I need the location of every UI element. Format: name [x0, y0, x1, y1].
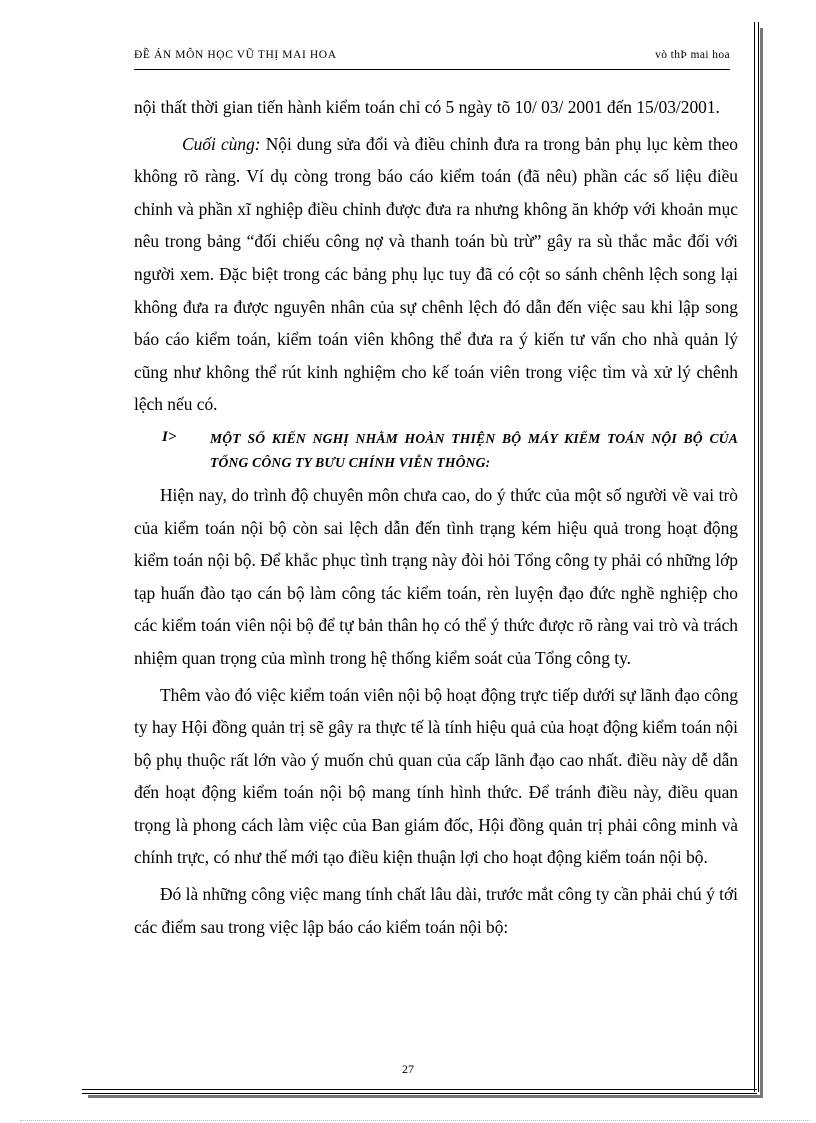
heading-number: I>	[162, 428, 177, 445]
page-shadow-right	[760, 28, 763, 1098]
paragraph: Hiện nay, do trình độ chuyên môn chưa cao, do ý thức của một số người về vai trò của kiểm toán nội bộ còn sai lệch dẫn đến tình trạng kém hiệu quả trong hoạt động kiểm toán nội bộ. Để khắc phục tình trạng này đòi hỏi Tổng công ty phải có những lớp tạp huấn đào tạo cán bộ làm công tác kiểm toán, rèn luyện đạo đức nghề nghiệp cho các kiểm toán viên nội bộ để tự bản thân họ có thể ý thức được rõ ràng vai trò và trách nhiệm quan trọng của mình trong hệ thống kiểm soát của Tổng công ty.	[134, 484, 738, 668]
page-header	[134, 47, 730, 70]
section-heading	[134, 427, 738, 475]
paragraph: Đó là những công việc mang tính chất lâu dài, trước mắt công ty cần phải chú ý tới các điểm sau trong việc lập báo cáo kiểm toán nội bộ:	[134, 884, 738, 937]
page-number: 27	[402, 1062, 414, 1076]
paragraph-lead: Cuối cùng:	[182, 133, 261, 154]
page-break-line	[20, 1120, 810, 1121]
paragraph: Thêm vào đó việc kiểm toán viên nội bộ hoạt động trực tiếp dưới sự lãnh đạo công ty hay Hội đồng quản trị sẽ gây ra thực tế là tính hiệu quả của hoạt động kiểm toán nội bộ phụ thuộc rất lớn vào ý muốn chủ quan của cấp lãnh đạo cao nhất. điều này dễ dẫn đến hoạt động kiểm toán nội bộ mang tính hình thức. Để tránh điều này, điều quan trọng là phong cách làm việc của Ban giám đốc, Hội đồng quản trị phải công minh và chính trực, có như thế mới tạo điều kiện thuận lợi cho hoạt động kiểm toán nội bộ.	[134, 684, 738, 868]
header-title: ĐỀ ÁN MÔN HỌC VŨ THỊ MAI HOA	[134, 49, 337, 61]
heading-title: MỘT SỐ KIẾN NGHỊ NHẰM HOÀN THIỆN BỘ MÁY KIỂM TOÁN NỘI BỘ CỦA TỔNG CÔNG TY BƯU CHÍNH VIỄN THÔNG:	[210, 430, 738, 470]
page-border-right	[754, 22, 759, 1092]
paragraph-finally	[134, 128, 738, 421]
paragraph-body: Nội dung sửa đổi và điều chỉnh đưa ra trong bản phụ lục kèm theo không rõ ràng. Ví dụ còng trong báo cáo kiểm toán (đã nêu) phần các số liệu điều chỉnh và phần xĩ nghiệp điều chỉnh được đưa ra nhưng không ăn khớp với khoản mục nêu trong bảng “đối chiếu công nợ và thanh toán bù trừ” gây ra sù thắc mắc đối với người xem. Đặc biệt trong các bảng phụ lục tuy đã có cột so sánh chênh lệch song lại không đưa ra được nguyên nhân của sự chênh lệch đó dẫn đến việc sau khi lập song báo cáo kiểm toán, kiểm toán viên không thể đưa ra ý kiến tư vấn cho nhà quản lý cũng như không thể rút kinh nghiệm cho kế toán viên trong việc tìm và xử lý chênh lệch nếu có.	[134, 133, 739, 415]
paragraph-continuation: nội thất thời gian tiến hành kiểm toán chỉ có 5 ngày tõ 10/ 03/ 2001 đến 15/03/2001.	[134, 97, 720, 117]
header-author: vò thÞ mai hoa	[655, 49, 730, 61]
page-shadow-bottom	[88, 1095, 763, 1098]
page-border-bottom	[82, 1089, 757, 1094]
document-body	[134, 91, 738, 943]
